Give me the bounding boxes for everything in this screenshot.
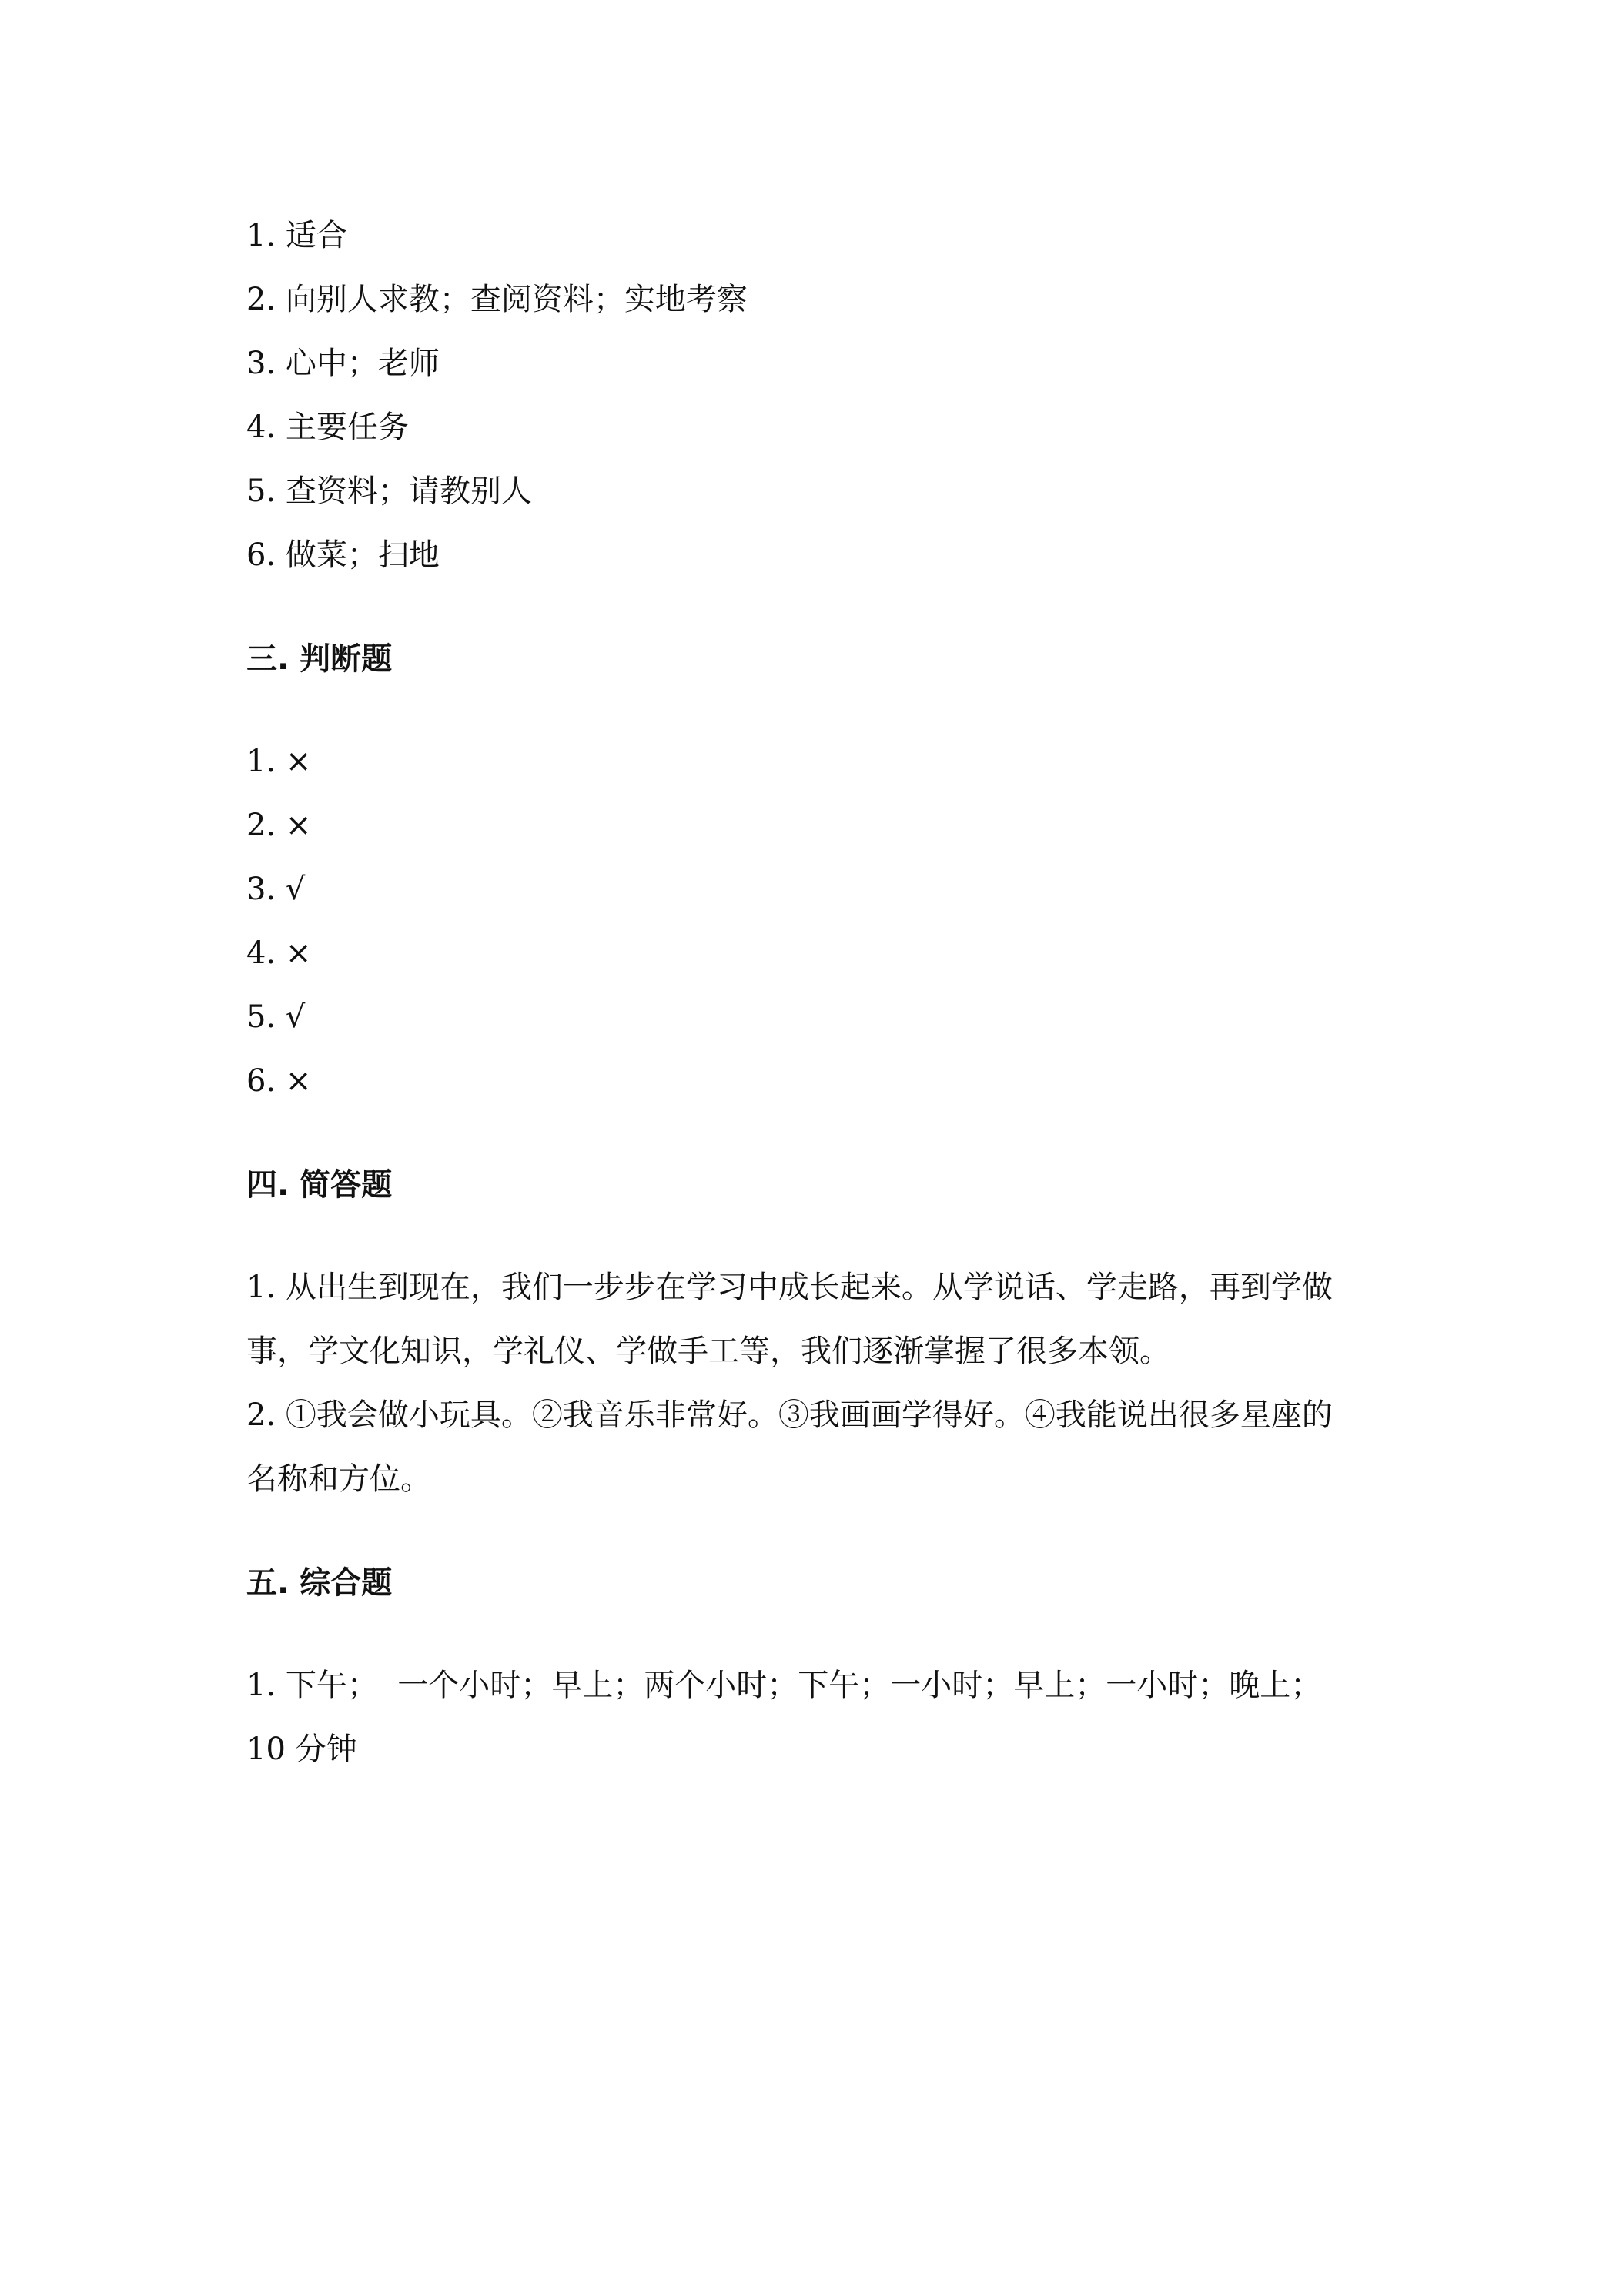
judge-answer-2 [246,794,1401,858]
short-answer-heading: 四. 简答题 [246,1167,393,1203]
judge-number: 1. [246,744,286,779]
judge-number: 4. [246,935,286,971]
fill-answer-4: 4. 主要任务 [246,410,409,445]
judge-number: 6. [246,1063,286,1099]
fill-answer-6: 6. 做菜；扫地 [246,537,440,573]
judge-mark: √ [285,872,306,907]
answer-page [246,204,1401,1782]
short-answer-list [246,1256,1401,1511]
fill-answer-3: 3. 心中；老师 [246,346,440,381]
judge-answer-6 [246,1049,1401,1113]
comprehensive-heading: 五. 综合题 [246,1565,393,1601]
short-answer-2-line-2: 名称和方位。 [246,1461,431,1497]
judge-number: 5. [246,999,286,1035]
judge-mark: × [285,808,312,843]
judge-number: 3. [246,872,286,907]
fill-answers-list [246,204,1401,587]
fill-answer-1: 1. 适合 [246,218,347,253]
fill-answer-2: 2. 向别人求教；查阅资料；实地考察 [246,282,748,317]
judge-answer-3 [246,858,1401,922]
short-answer-2-line-1: 2. ①我会做小玩具。②我音乐非常好。③我画画学得好。④我能说出很多星座的 [246,1397,1333,1433]
judge-answer-5 [246,986,1401,1049]
comprehensive-answer-1-line-1: 1. 下午； 一个小时；早上；两个小时；下午；一小时；早上；一小时；晚上； [246,1668,1322,1703]
judge-number: 2. [246,808,286,843]
fill-answer-5: 5. 查资料；请教别人 [246,474,532,509]
judge-mark: × [285,744,312,779]
judge-mark: × [285,935,312,971]
short-answer-1-line-1: 1. 从出生到现在，我们一步步在学习中成长起来。从学说话、学走路，再到学做 [246,1270,1333,1305]
judge-heading: 三. 判断题 [246,641,393,677]
judge-mark: √ [285,999,306,1035]
comprehensive-list [246,1654,1401,1782]
judge-answer-4 [246,922,1401,986]
judge-mark: × [285,1063,312,1099]
judge-answers-list [246,730,1401,1113]
short-answer-1-line-2: 事，学文化知识，学礼仪、学做手工等，我们逐渐掌握了很多本领。 [246,1334,1170,1369]
comprehensive-answer-1-line-2: 10 分钟 [246,1732,357,1767]
judge-answer-1 [246,730,1401,794]
